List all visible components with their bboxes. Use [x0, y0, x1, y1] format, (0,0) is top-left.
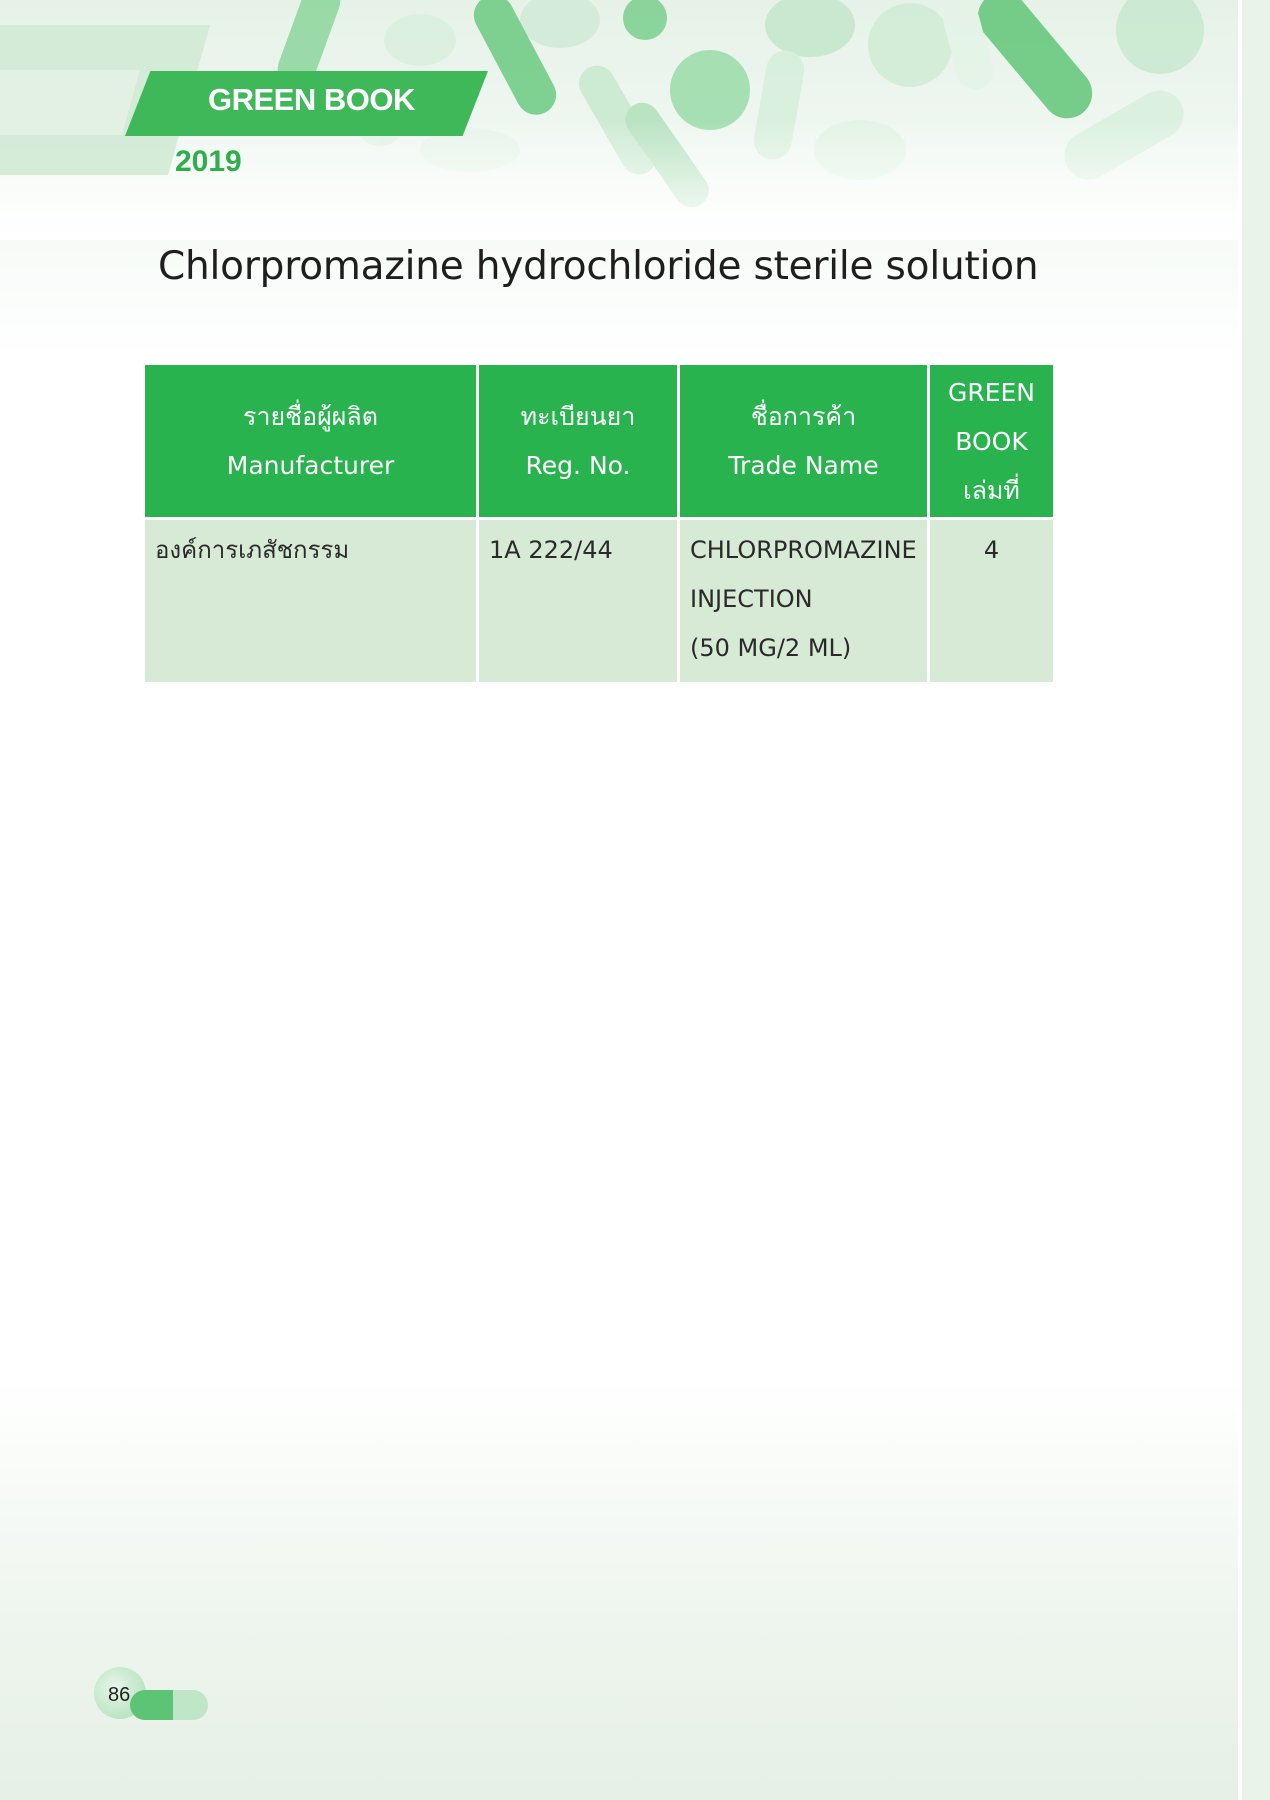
cell-manufacturer: องค์การเภสัชกรรม [144, 519, 478, 684]
column-header-manufacturer [144, 364, 478, 519]
header-accent-band-inner [0, 70, 140, 135]
brand-title: GREEN BOOK [208, 82, 415, 117]
column-header-line: ทะเบียนยา [520, 402, 636, 431]
column-header-line: ชื่อการค้า [750, 402, 857, 431]
cell-green-book-volume: 4 [929, 519, 1055, 684]
trade-name-line: (50 MG/2 ML) [690, 634, 852, 662]
product-table [142, 362, 1056, 685]
trade-name-line: CHLORPROMAZINE [690, 536, 917, 564]
column-header-line: Reg. No. [525, 451, 631, 480]
page-number: 86 [108, 1684, 131, 1706]
column-header-green-book-volume [929, 364, 1055, 519]
column-header-trade-name [679, 364, 929, 519]
column-header-line: GREEN [947, 377, 1036, 407]
capsule-icon [130, 1690, 208, 1720]
trade-name-line: INJECTION [690, 585, 813, 613]
brand-year: 2019 [175, 145, 242, 178]
column-header-line: Manufacturer [226, 451, 395, 480]
table-header-row [144, 364, 1055, 519]
table-row [144, 519, 1055, 684]
column-header-line: Trade Name [728, 451, 879, 480]
column-header-line: รายชื่อผู้ผลิต [243, 402, 378, 431]
column-header-line: เล่มที่ [963, 475, 1020, 505]
column-header-reg-no [478, 364, 679, 519]
cell-reg-no: 1A 222/44 [478, 519, 679, 684]
column-header-line: BOOK [955, 426, 1028, 456]
page-edge [1238, 0, 1270, 1800]
page-title: Chlorpromazine hydrochloride sterile solution [158, 244, 1039, 289]
cell-trade-name [679, 519, 929, 684]
